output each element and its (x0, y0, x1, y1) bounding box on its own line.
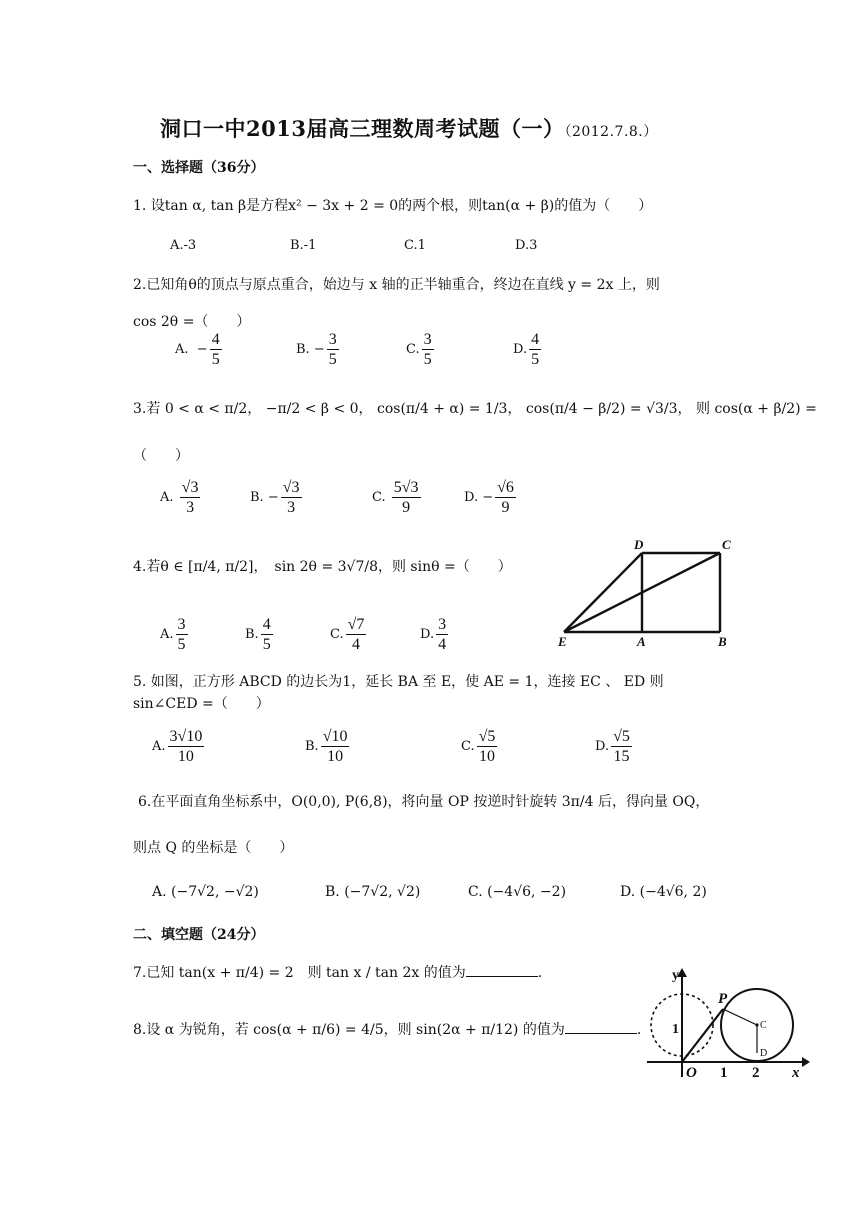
fig1-label-b: B (718, 634, 727, 648)
q6-option-a: A. (−7√2, −√2) (152, 884, 259, 900)
q1-option-d: D.3 (515, 238, 538, 253)
fig2-label-o: O (686, 1065, 697, 1080)
q4-option-b: B. $\frac{4}{5}$ (245, 616, 271, 653)
section-fill-heading: 二、填空题（24分） (133, 927, 265, 943)
q1-option-c: C.1 (404, 238, 426, 253)
fig2-label-x: x (792, 1065, 800, 1080)
fig1-label-e: E (558, 634, 567, 648)
question-8: 8.设 α 为锐角，若 cos(α + π/6) = 4/5，则 sin(2α + π/12) 的值为 . (133, 1019, 641, 1040)
title-date: （2012.7.8.） (564, 124, 658, 140)
question-7: 7.已知 tan(x + π/4) = 2 则 tan x / tan 2x 的值为 . (133, 962, 542, 983)
q3-option-d: D. − $\frac{√6}{9}$ (464, 479, 514, 516)
q7-answer-blank[interactable] (466, 962, 538, 977)
q2-option-b: B. − $\frac{3}{5}$ (296, 331, 337, 368)
fig2-label-c: C (760, 1020, 767, 1031)
fig2-label-d: D (760, 1048, 768, 1059)
fig2-center-point (755, 1023, 758, 1026)
question-2-line2: cos 2θ =（ ） (133, 314, 251, 330)
q4-option-a: A. $\frac{3}{5}$ (160, 616, 186, 653)
q6-option-b: B. (−7√2, √2) (325, 884, 421, 900)
fig2-label-one-y: 1 (672, 1022, 679, 1037)
question-2-line1: 2.已知角θ的顶点与原点重合，始边与 x 轴的正半轴重合，终边在直线 y = 2x 上，则 (133, 277, 660, 293)
fig2-x-arrow (802, 1057, 810, 1067)
section-choice-heading: 一、选择题（36分） (133, 160, 265, 176)
figure-square-abcd (550, 536, 750, 648)
q4-option-c: C. $\frac{√7}{4}$ (330, 616, 365, 653)
q5-option-c: C. $\frac{√5}{10}$ (461, 728, 496, 765)
question-3: 3.若 0 < α < π/2， −π/2 < β < 0， cos(π/4 + α) = 1/3， cos(π/4 − β/2) = √3/3， 则 cos(α + β/2) = (133, 401, 817, 417)
q3-cond1: 0 < α < π/2 (164, 401, 248, 417)
question-5-line2: sin∠CED =（ ） (133, 696, 270, 712)
fig2-segment-op (682, 1009, 723, 1062)
q2-option-c: C. $\frac{3}{5}$ (406, 331, 432, 368)
figure-rolling-circle (642, 965, 812, 1080)
q3-cond4: cos(π/4 − β/2) = √3/3 (525, 401, 678, 417)
fig2-label-y: y (672, 968, 679, 983)
question-6-line2: 则点 Q 的坐标是（ ） (133, 840, 294, 856)
q3-cond2: −π/2 < β < 0 (265, 401, 359, 417)
q1-option-a: A.-3 (170, 238, 197, 253)
q6-option-d: D. (−4√6, 2) (620, 884, 707, 900)
q5-option-d: D. $\frac{√5}{15}$ (595, 728, 630, 765)
q6-option-c: C. (−4√6, −2) (468, 884, 567, 900)
question-6-line1: 6.在平面直角坐标系中，O(0,0), P(6,8)，将向量 OP 按逆时针旋转 3π/4 后，得向量 OQ， (138, 794, 710, 810)
fig2-label-p: P (718, 991, 728, 1007)
fig2-label-one-x: 1 (720, 1065, 728, 1080)
q5-option-b: B. $\frac{√10}{10}$ (305, 728, 348, 765)
question-1: 1. 设tan α, tan β是方程x² − 3x + 2 = 0的两个根，则tan(α + β)的值为（ ） (133, 198, 653, 214)
q2-option-d: D. $\frac{4}{5}$ (513, 331, 540, 368)
fig2-label-two: 2 (752, 1065, 760, 1080)
q3-option-c: C. $\frac{5√3}{9}$ (372, 479, 419, 516)
q1-option-b: B.-1 (290, 238, 317, 253)
q2-option-a: A. − $\frac{4}{5}$ (175, 331, 220, 368)
q3-option-a: A. $\frac{√3}{3}$ (160, 479, 199, 516)
q5-option-a: A. $\frac{3√10}{10}$ (152, 728, 203, 765)
fig2-segment-pc (723, 1009, 757, 1025)
question-4: 4.若θ ∈ [π/4, π/2]， sin 2θ = 3√7/8，则 sinθ =（ ） (133, 559, 512, 575)
fig1-label-c: C (722, 537, 731, 552)
q3-cond3: cos(π/4 + α) = 1/3 (377, 401, 508, 417)
title-text: 洞口一中2013届高三理数周考试题（一） (160, 116, 565, 141)
q8-answer-blank[interactable] (565, 1019, 637, 1034)
fig1-label-d: D (634, 537, 644, 552)
question-5-line1: 5. 如图，正方形 ABCD 的边长为1，延长 BA 至 E，使 AE = 1，连接 EC 、 ED 则 (133, 674, 664, 690)
fig1-label-a: A (637, 634, 646, 648)
q3-ask: 则 cos(α + β/2) = (696, 401, 817, 417)
q4-option-d: D. $\frac{3}{4}$ (420, 616, 447, 653)
figure-square-lines (564, 553, 720, 632)
page-title (160, 113, 658, 143)
q3-paren: （ ） (133, 448, 189, 464)
q3-option-b: B. − $\frac{√3}{3}$ (250, 479, 300, 516)
